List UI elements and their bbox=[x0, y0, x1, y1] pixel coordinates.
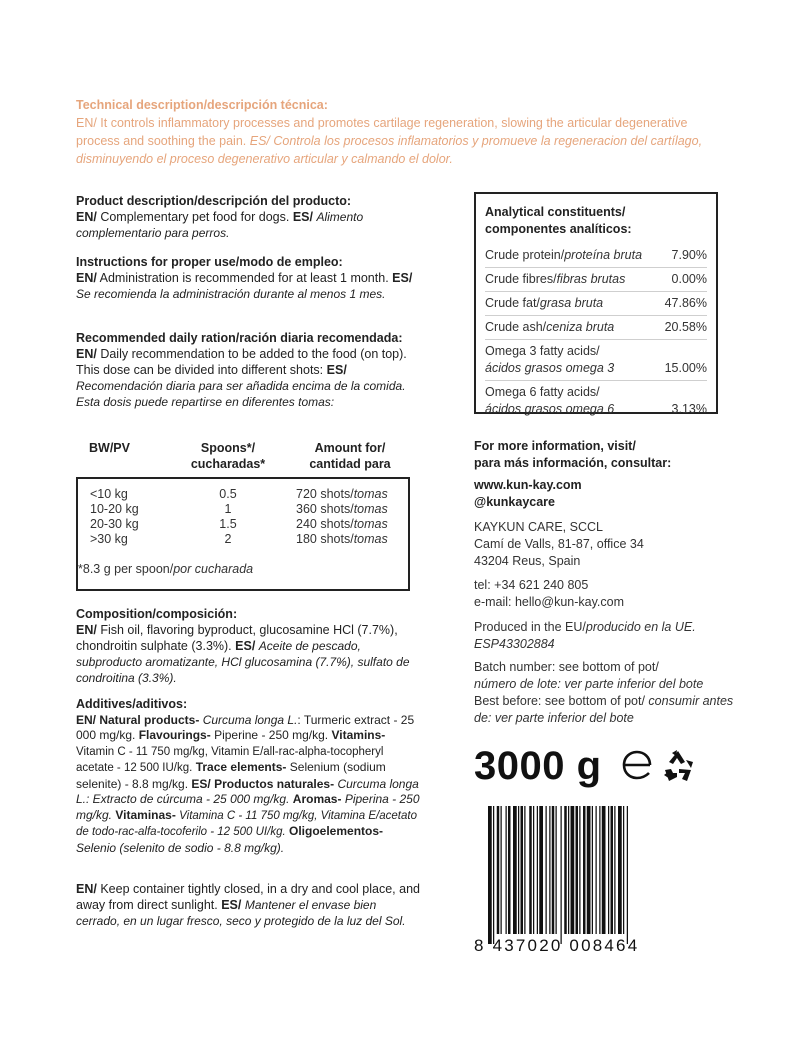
dose-col-spoons bbox=[186, 440, 270, 472]
best-before-en: Best before: see bottom of pot/ bbox=[474, 694, 645, 708]
composition-es: Aceite de pescado, subproducto aromatizante, HCl glucosamina (7.7%), sulfato de condroitina (3.3%). bbox=[76, 639, 410, 685]
analytical-row: Crude fat/grasa bruta 47.86% bbox=[485, 291, 707, 315]
registration-number: ESP43302884 bbox=[474, 637, 555, 651]
additives-heading: Additives/aditivos: bbox=[76, 697, 188, 711]
product-en: Complementary pet food for dogs. bbox=[100, 210, 290, 224]
product-heading: Product description/descripción del producto: bbox=[76, 194, 352, 208]
dose-footnote: *8.3 g per spoon/por cucharada bbox=[78, 562, 254, 576]
analytical-row: Crude protein/proteína bruta 7.90% bbox=[485, 248, 707, 262]
dose-row-shots: 720 shots/tomas bbox=[296, 487, 388, 501]
analytical-title-l2: componentes analíticos: bbox=[485, 222, 632, 236]
analytical-row: Omega 6 fatty acids/ ácidos grasos omega 6 3.13% bbox=[485, 380, 707, 421]
dose-row-spoons: 1.5 bbox=[219, 517, 237, 531]
contact-heading-l2: para más información, consultar: bbox=[474, 456, 672, 470]
additives-es-vitamins: Vitaminas- bbox=[115, 807, 176, 822]
dosage-table bbox=[76, 477, 410, 591]
storage-es: Mantener el envase bien cerrado, en un lugar fresco, seco y protegido de la luz del Sol. bbox=[76, 898, 406, 928]
dose-row-bw: 20-30 kg bbox=[90, 517, 139, 531]
technical-en: EN/ It controls inflammatory processes and promotes cartilage regeneration, slowing the articular degenerative process and soothing the pain. bbox=[76, 116, 688, 148]
produced-en: Produced in the EU/ bbox=[474, 620, 586, 634]
dose-row-shots: 360 shots/tomas bbox=[296, 502, 388, 516]
product-description bbox=[76, 193, 422, 241]
storage bbox=[76, 881, 422, 929]
contact-heading bbox=[474, 438, 754, 472]
best-before-es: consumir antes de: ver parte inferior del bote bbox=[474, 694, 734, 725]
additives-es-oligo: Oligoelementos- bbox=[289, 824, 384, 838]
dose-row-shots: 240 shots/tomas bbox=[296, 517, 388, 531]
dose-row-spoons: 2 bbox=[224, 532, 232, 546]
batch-es: número de lote: ver parte inferior del bote bbox=[474, 677, 704, 691]
additives-en-natural: EN/ Natural products- bbox=[76, 712, 200, 727]
company-name: KAYKUN CARE, SCCL bbox=[474, 520, 603, 534]
dose-col-bw: BW/PV bbox=[89, 441, 130, 455]
composition bbox=[76, 606, 422, 686]
additives-es-natural: ES/ Productos naturales- bbox=[191, 776, 335, 791]
dose-col-amount-l2: cantidad para bbox=[309, 457, 391, 471]
ration-es-tag: ES/ bbox=[326, 363, 347, 377]
net-weight: 3000 g bbox=[474, 744, 602, 788]
contact-links bbox=[474, 477, 754, 511]
dose-col-spoons-l1: Spoons*/ bbox=[200, 441, 256, 455]
email: e-mail: hello@kun-kay.com bbox=[474, 595, 625, 609]
additives-es-aromas-text: Piperina - 250 mg/kg. bbox=[76, 792, 420, 822]
dose-row-bw: <10 kg bbox=[90, 487, 128, 501]
composition-en-tag: EN/ bbox=[76, 623, 97, 637]
address-line-2: 43204 Reus, Spain bbox=[474, 554, 581, 568]
ration-en-tag: EN/ bbox=[76, 347, 97, 361]
product-es: Alimento complementario para perros. bbox=[76, 210, 364, 240]
additives bbox=[76, 697, 422, 856]
analytical-row: Omega 3 fatty acids/ ácidos grasos omega 3 15.00% bbox=[485, 339, 707, 380]
dose-row-spoons: 0.5 bbox=[219, 487, 237, 501]
dose-col-amount-l1: Amount for/ bbox=[314, 441, 386, 455]
daily-ration bbox=[76, 330, 422, 410]
website-link[interactable]: www.kun-kay.com bbox=[474, 478, 582, 492]
recycle-icon bbox=[660, 748, 696, 789]
additives-en-flavourings: Flavourings- bbox=[138, 728, 211, 742]
additives-en-vitamins-text: Vitamin C - 11 750 mg/kg, Vitamin E/all-rac-alpha-tocopheryl acetate - 12 500 IU/kg. bbox=[76, 745, 384, 774]
product-es-tag: ES/ bbox=[292, 210, 313, 224]
contact-details bbox=[474, 577, 754, 611]
analytical-title bbox=[485, 204, 707, 238]
social-handle[interactable]: @kunkaycare bbox=[474, 495, 555, 509]
instructions-en: Administration is recommended for at least 1 month. bbox=[99, 271, 389, 285]
product-en-tag: EN/ bbox=[76, 210, 97, 224]
analytical-row: Crude fibres/fibras brutas 0.00% bbox=[485, 267, 707, 291]
produced-es: producido en la UE. bbox=[585, 620, 696, 634]
technical-heading: Technical description/descripción técnica: bbox=[76, 98, 328, 112]
address-line-1: Camí de Valls, 81-87, office 34 bbox=[474, 537, 644, 551]
additives-en-curcuma: Curcuma longa L. bbox=[202, 712, 298, 727]
contact-heading-l1: For more information, visit/ bbox=[474, 439, 636, 453]
additives-en-curcuma-text: : Turmeric extract - 25 000 mg/kg. bbox=[76, 712, 415, 742]
instructions-heading: Instructions for proper use/modo de empleo: bbox=[76, 255, 343, 269]
batch-en: Batch number: see bottom of pot/ bbox=[474, 660, 659, 674]
analytical-title-l1: Analytical constituents/ bbox=[485, 205, 626, 219]
additives-es-aromas: Aromas- bbox=[292, 792, 342, 806]
dose-col-spoons-l2: cucharadas* bbox=[190, 457, 266, 471]
phone: tel: +34 621 240 805 bbox=[474, 578, 589, 592]
batch-info bbox=[474, 659, 754, 727]
company-address bbox=[474, 519, 754, 570]
storage-en-tag: EN/ bbox=[76, 882, 97, 896]
technical-es: ES/ Controla los procesos inflamatorios y promueve la regeneracion del cartílago, disminuyendo el proceso degenerativo articular y calmando el dolor. bbox=[76, 134, 703, 166]
instructions-es: Se recomienda la administración durante al menos 1 mes. bbox=[76, 287, 386, 301]
dose-row-shots: 180 shots/tomas bbox=[296, 532, 388, 546]
composition-en: Fish oil, flavoring byproduct, glucosamine HCl (7.7%), chondroitin sulphate (3.3%). bbox=[76, 623, 398, 653]
dose-row-bw: >30 kg bbox=[90, 532, 128, 546]
barcode-number: 8 437020 008464 bbox=[474, 936, 640, 955]
barcode bbox=[488, 806, 668, 949]
storage-en: Keep container tightly closed, in a dry and cool place, and away from direct sunlight. bbox=[76, 882, 420, 912]
analytical-row: Crude ash/ceniza bruta 20.58% bbox=[485, 315, 707, 339]
produced-in bbox=[474, 619, 754, 653]
dose-row-bw: 10-20 kg bbox=[90, 502, 139, 516]
dose-col-amount bbox=[298, 440, 402, 472]
additives-es-oligo-text: Selenio (selenito de sodio - 8.8 mg/kg). bbox=[76, 840, 285, 855]
instructions-en-tag: EN/ bbox=[76, 271, 97, 285]
additives-en-vitamins: Vitamins- bbox=[331, 728, 386, 742]
additives-es-vitamins-text: Vitamina C - 11 750 mg/kg, Vitamina E/acetato de todo-rac-alfa-tocoferilo - 12 500 UI/kg. bbox=[76, 809, 417, 838]
storage-es-tag: ES/ bbox=[221, 898, 242, 912]
dose-row-spoons: 1 bbox=[224, 502, 232, 516]
ration-heading: Recommended daily ration/ración diaria recomendada: bbox=[76, 331, 403, 345]
instructions-es-tag: ES/ bbox=[392, 271, 413, 285]
instructions bbox=[76, 254, 422, 302]
additives-en-trace: Trace elements- bbox=[195, 760, 287, 774]
additives-es-curcuma: Curcuma longa L.: Extracto de cúrcuma - 25 000 mg/kg. bbox=[76, 776, 419, 806]
composition-heading: Composition/composición: bbox=[76, 607, 238, 621]
analytical-constituents bbox=[474, 192, 718, 414]
technical-description bbox=[76, 96, 716, 168]
additives-en-flavourings-text: Piperine - 250 mg/kg. bbox=[214, 728, 329, 742]
additives-en-trace-text: Selenium (sodium selenite) - 8.8 mg/kg. bbox=[76, 760, 386, 791]
ration-en: Daily recommendation to be added to the food (on top). This dose can be divided into different shots: bbox=[76, 347, 407, 377]
ration-es: Recomendación diaria para ser añadida encima de la comida. Esta dosis puede repartirse en diferentes tomas: bbox=[76, 379, 406, 409]
composition-es-tag: ES/ bbox=[235, 639, 256, 653]
e-mark-icon bbox=[620, 747, 654, 788]
